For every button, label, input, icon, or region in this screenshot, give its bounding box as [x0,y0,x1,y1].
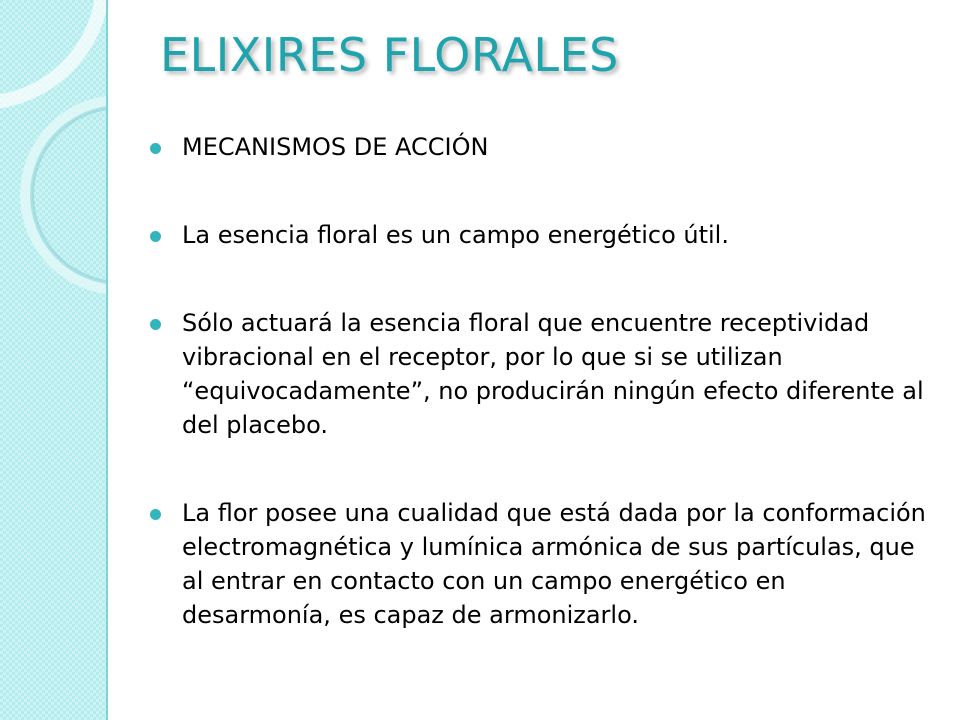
bullet-item [148,218,928,252]
bullet-text: MECANISMOS DE ACCIÓN [182,133,489,161]
slide-title: ELIXIRES FLORALES [160,28,619,82]
bullet-text: La flor posee una cualidad que está dada por la conformación electromagnética y lumínica armónica de sus partículas, que al entrar en contacto con un campo energético en desarmonía, es capaz de armonizarlo. [182,499,926,629]
bullet-item [148,496,928,632]
bullet-icon [150,231,161,242]
decorative-side-band [0,0,106,720]
bullet-icon [150,319,161,330]
bullet-list [148,130,928,686]
band-divider [106,0,108,720]
decorative-ring-top [0,0,106,110]
bullet-item [148,130,928,164]
bullet-text: Sólo actuará la esencia floral que encuentre receptividad vibracional en el receptor, por lo que si se utilizan “equivocadamente”, no producirán ningún efecto diferente al del placebo. [182,309,924,439]
bullet-icon [150,509,161,520]
bullet-icon [150,143,161,154]
bullet-item [148,306,928,442]
bullet-text: La esencia floral es un campo energético útil. [182,221,729,249]
